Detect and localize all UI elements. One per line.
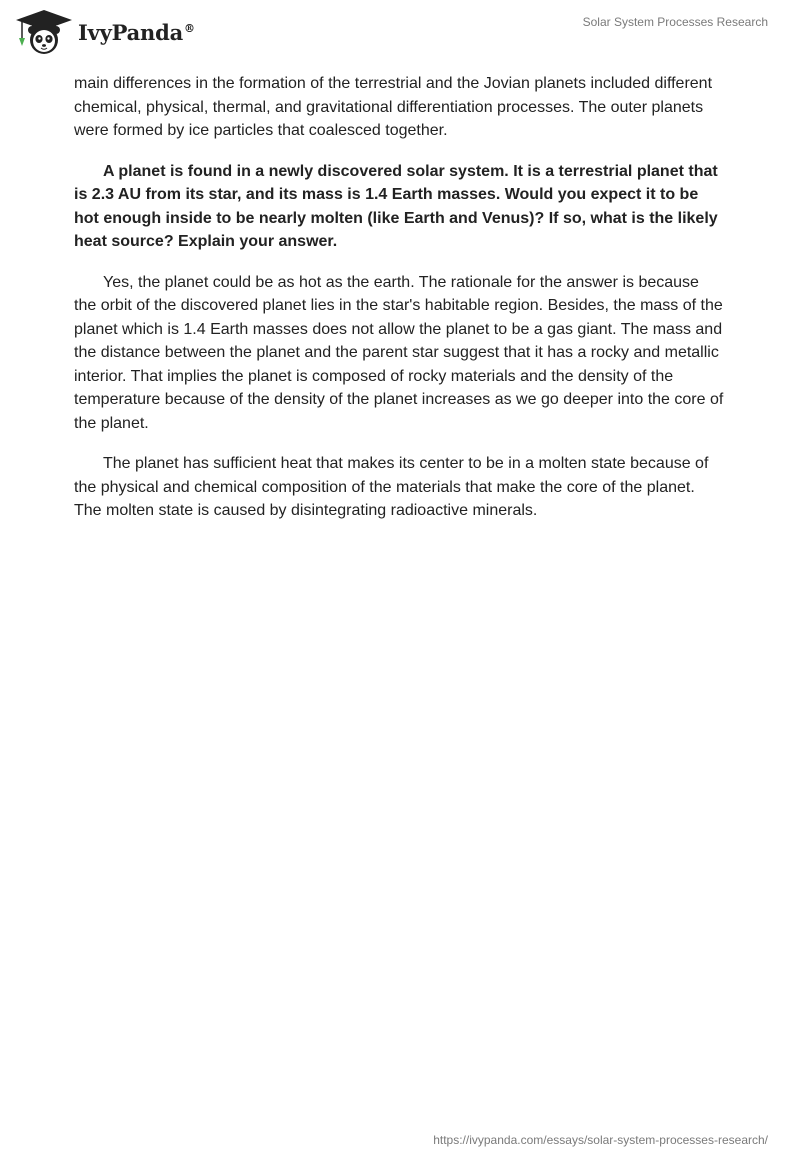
registered-mark: ® (184, 21, 195, 35)
paragraph-heat-source: The planet has sufficient heat that makes its center to be in a molten state because of the physical and chemical composition of the materials that make the core of the planet. The molten state is caused by disintegrating radioactive minerals. (74, 455, 709, 519)
page-header (0, 0, 800, 70)
footer-url-link[interactable]: https://ivypanda.com/essays/solar-system-processes-research/ (433, 1133, 768, 1147)
panda-graduate-icon (14, 8, 74, 56)
paragraph-answer: Yes, the planet could be as hot as the earth. The rationale for the answer is because the orbit of the discovered planet lies in the star's habitable region. Besides, the mass of the planet which is 1.4 Earth masses does not allow the planet to be a gas giant. The mass and the distance between the planet and the parent star suggest that it has a rocky and metallic interior. That implies the planet is composed of rocky materials and the density of the temperature because of the density of the planet increases as we go deeper into the core of the planet. (74, 273, 724, 432)
ivypanda-logo[interactable] (14, 8, 195, 56)
essay-content (74, 72, 724, 540)
question-heading: A planet is found in a newly discovered solar system. It is a terrestrial planet that is 2.3 AU from its star, and its mass is 1.4 Earth masses. Would you expect it to be hot enough inside to be nearly molten (like Earth and Venus)? If so, what is the likely heat source? Explain your answer. (74, 162, 718, 250)
paragraph-formation-differences: main differences in the formation of the terrestrial and the Jovian planets included different chemical, physical, thermal, and gravitational differentiation processes. The outer planets were formed by ice particles that coalesced together. (74, 75, 713, 139)
document-title: Solar System Processes Research (582, 15, 768, 29)
logo-text: IvyPanda® (78, 19, 195, 45)
